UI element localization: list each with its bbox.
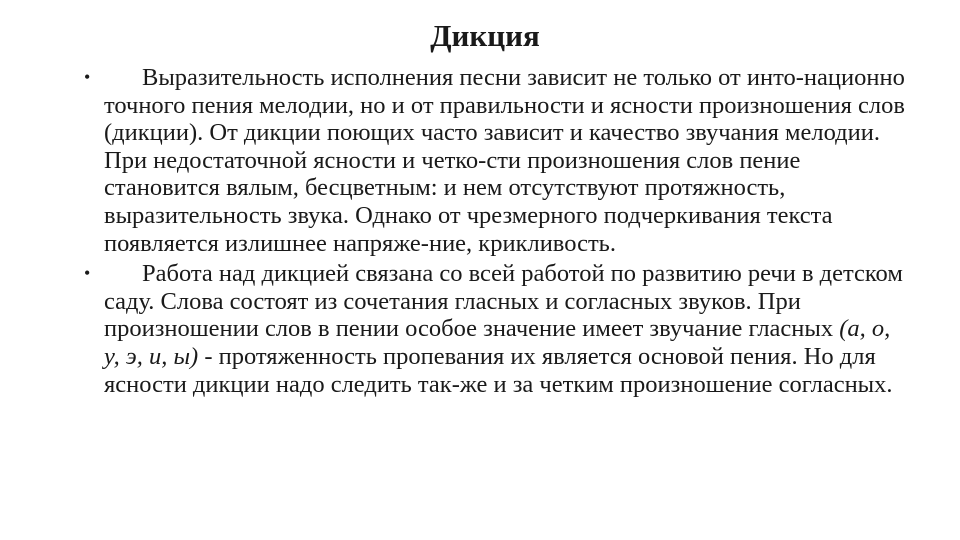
bullet-text-before: Работа над дикцией связана со всей работой по развитию речи в детском саду. Слова состоят из сочетания гласных и согласных звуков. При произношении слов в пении особое значение имеет звучание гласных <box>104 260 903 343</box>
bullet-list <box>84 64 906 401</box>
slide-title: Дикция <box>430 18 540 53</box>
bullet-text: Выразительность исполнения песни зависит не только от инто-национно точного пения мелодии, но и от правильности и ясности произношения слов (дикции). От дикции поющих часто зависит и качество звучания мелодии. При недостаточной ясности и четко-сти произношения слов пение становится вялым, бесцветным: и нем отсутствуют протяжность, выразительность звука. Однако от чрезмерного подчеркивания текста появляется излишнее напряже-ние, крикливость. <box>104 64 905 257</box>
bullet-marker: • <box>84 263 91 284</box>
bullet-text <box>104 260 906 398</box>
vowels-italic: (а, о, у, э, и, ы) <box>104 315 891 370</box>
bullet-item-diction-expressiveness <box>84 64 906 257</box>
bullet-item-diction-work <box>84 260 906 398</box>
bullet-marker: • <box>84 67 91 87</box>
bullet-text-after: - протяженность пропевания их является основой пения. Но для ясности дикции надо следить так-же и за четким произношение согласных. <box>104 342 893 398</box>
